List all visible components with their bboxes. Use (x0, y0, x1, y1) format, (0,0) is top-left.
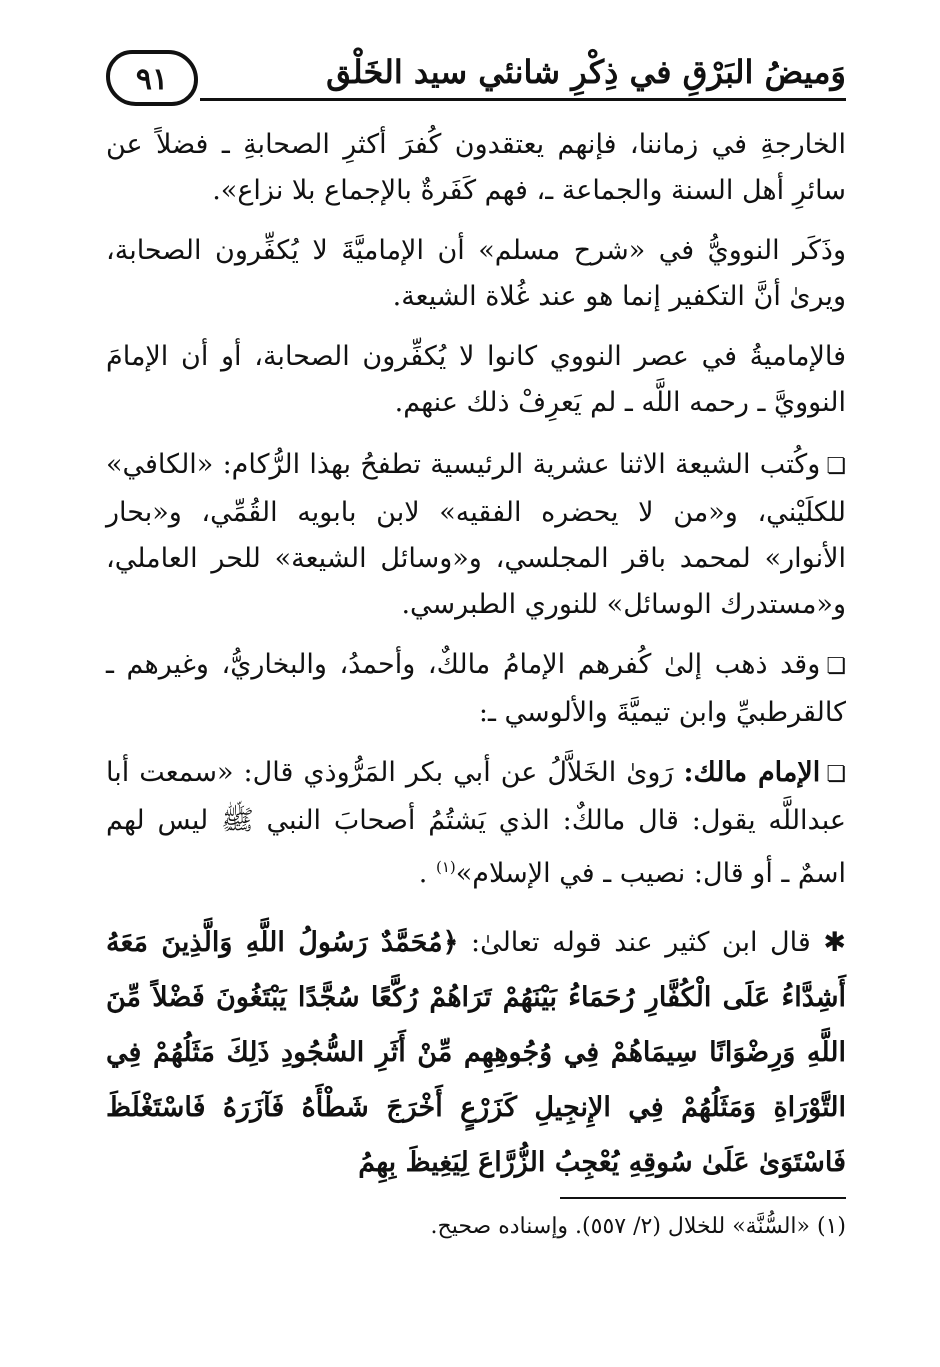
star-bullet-icon: ✱ (823, 927, 846, 958)
footnote-ref: (١) (435, 858, 456, 876)
paragraph-6-text: رَوىٰ الخَلاَّلُ عن أبي بكر المَرُّوذي قال: «سمعت أبا عبداللَّه يقول: قال مالكٌ: الذي يَشتُمُ أصحابَ النبي ﷺ ليس لهم اسمٌ ـ أو قال: نصيب ـ في الإسلام» (106, 757, 846, 889)
paragraph-3: فالإماميةُ في عصر النووي كانوا لا يُكفِّرون الصحابة، أو أن الإمامَ النوويَّ ـ رحمه اللَّه ـ لم يَعرِفْ ذلك عنهم. (106, 341, 846, 418)
page-number-badge (106, 50, 198, 106)
paragraph-4 (106, 442, 846, 628)
paragraph-5-text: وقد ذهب إلىٰ كُفرهم الإمامُ مالكٌ، وأحمدُ، والبخاريُّ، وغيرهم ـ كالقرطبيِّ وابن تيميَّةَ والألوسي ـ: (106, 649, 846, 728)
book-title: وَميضُ البَرْقِ في ذِكْرِ شانئي سيد الخَلْق (326, 53, 846, 91)
quran-verse: ﴿مُحَمَّدٌ رَسُولُ اللَّهِ وَالَّذِينَ مَعَهُ أَشِدَّاءُ عَلَى الْكُفَّارِ رُحَمَاءُ بَيْنَهُمْ تَرَاهُمْ رُكَّعًا سُجَّدًا يَبْتَغُونَ فَضْلاً مِّنَ اللَّهِ وَرِضْوَانًا سِيمَاهُمْ فِي وُجُوهِهِم مِّنْ أَثَرِ السُّجُودِ ذَلِكَ مَثَلُهُمْ فِي التَّوْرَاةِ وَمَثَلُهُمْ فِي الإِنجِيلِ كَزَرْعٍ أَخْرَجَ شَطْأَهُ فَآزَرَهُ فَاسْتَغْلَظَ فَاسْتَوَىٰ عَلَىٰ سُوقِهِ يُعْجِبُ الزُّرَّاعَ لِيَغِيظَ بِهِمُ (106, 927, 846, 1178)
paragraph-7-intro: قال ابن كثير عند قوله تعالىٰ: (458, 927, 811, 958)
page-header (100, 42, 846, 112)
footnote-rule (560, 1197, 846, 1199)
page-number: ٩١ (135, 62, 169, 97)
paragraph-7 (106, 915, 846, 1190)
box-bullet-icon: ❏ (826, 454, 846, 479)
paragraph-6-tail: . (418, 858, 436, 889)
paragraph-6-lead: الإمام مالك: (683, 757, 821, 788)
paragraph-2: وذَكَر النوويُّ في «شرح مسلم» أن الإماميَّةَ لا يُكفِّرون الصحابة، ويرىٰ أنَّ التكفير إنما هو عند غُلاة الشيعة. (106, 235, 846, 312)
box-bullet-icon: ❏ (826, 762, 847, 787)
paragraph-5 (106, 642, 846, 736)
box-bullet-icon: ❏ (826, 654, 846, 679)
header-rule (200, 98, 846, 101)
paragraph-6 (106, 750, 846, 897)
footnote: (١) «السُّنَّة» للخلال (٢/ ٥٥٧). وإسناده صحيح. (430, 1214, 846, 1239)
paragraph-1: الخارجةِ في زماننا، فإنهم يعتقدون كُفرَ أكثرِ الصحابةِ ـ فضلاً عن سائرِ أهل السنة والجماعة ـ، فهم كَفَرةٌ بالإجماع بلا نزاع». (106, 129, 846, 206)
paragraph-4-text: وكُتب الشيعة الاثنا عشرية الرئيسية تطفحُ بهذا الرُّكام: «الكافي» للكلَيْني، و«من لا يحضره الفقيه» لابن بابويه القُمِّي، و«بحار الأنوار» لمحمد باقر المجلسي، و«وسائل الشيعة» للحر العاملي، و«مستدرك الوسائل» للنوري الطبرسي. (106, 449, 846, 620)
page-body (106, 122, 846, 1190)
